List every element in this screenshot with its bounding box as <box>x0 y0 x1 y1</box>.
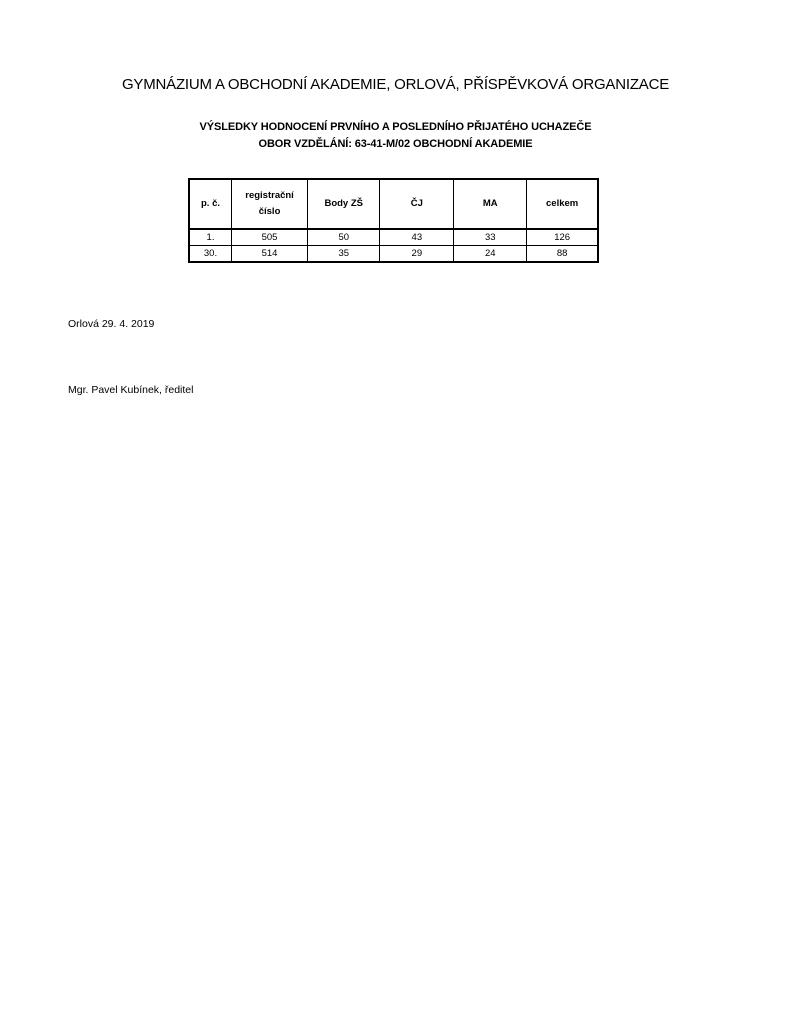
header-pc: p. č. <box>189 179 232 229</box>
results-table <box>188 178 599 263</box>
cell-celkem: 126 <box>527 229 598 246</box>
cell-body-zs: 35 <box>308 246 380 263</box>
cell-cj: 43 <box>380 229 454 246</box>
school-title: GYMNÁZIUM A OBCHODNÍ AKADEMIE, ORLOVÁ, PŘÍSPĚVKOVÁ ORGANIZACE <box>121 76 670 93</box>
cell-body-zs: 50 <box>308 229 380 246</box>
cell-cj: 29 <box>380 246 454 263</box>
cell-reg: 514 <box>232 246 308 263</box>
cell-pc: 30. <box>189 246 232 263</box>
header-celkem: celkem <box>527 179 598 229</box>
results-subtitle: VÝSLEDKY HODNOCENÍ PRVNÍHO A POSLEDNÍHO PŘIJATÉHO UCHAZEČE <box>199 121 592 133</box>
header-cj: ČJ <box>380 179 454 229</box>
header-registration-number <box>232 179 308 229</box>
table-header-row <box>189 179 598 229</box>
header-reg-line1: registrační <box>245 190 294 201</box>
header-body-zs: Body ZŠ <box>308 179 380 229</box>
table-row <box>189 229 598 246</box>
cell-pc: 1. <box>189 229 232 246</box>
table-row <box>189 246 598 263</box>
header-ma: MA <box>454 179 527 229</box>
place-and-date: Orlová 29. 4. 2019 <box>68 318 155 330</box>
header-reg-line2: číslo <box>258 206 281 217</box>
cell-ma: 24 <box>454 246 527 263</box>
cell-ma: 33 <box>454 229 527 246</box>
field-of-study-subtitle: OBOR VZDĚLÁNÍ: 63-41-M/02 OBCHODNÍ AKADEMIE <box>258 138 533 150</box>
cell-reg: 505 <box>232 229 308 246</box>
signature-line: Mgr. Pavel Kubínek, ředitel <box>68 384 194 396</box>
cell-celkem: 88 <box>527 246 598 263</box>
